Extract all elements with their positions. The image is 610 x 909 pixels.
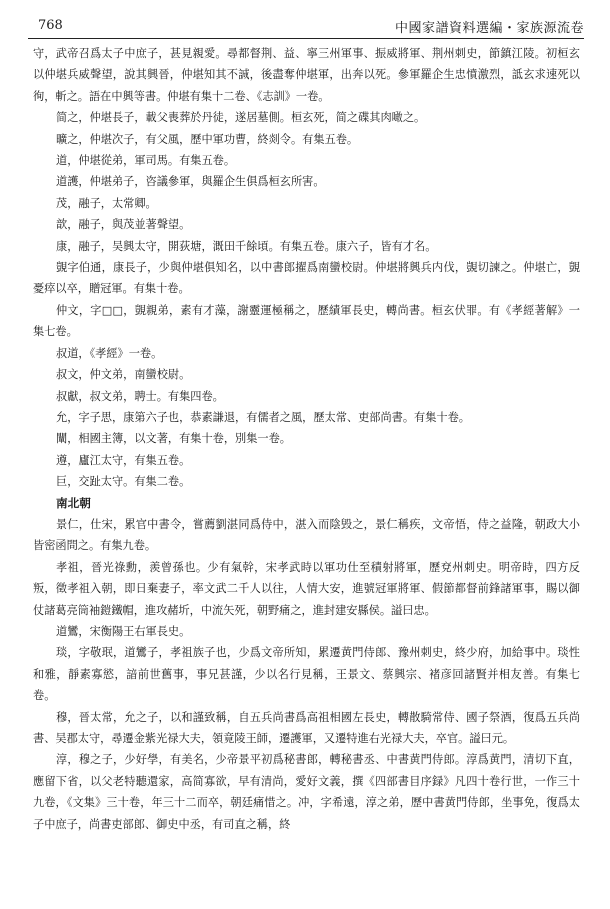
running-title: 中國家譜資料選編・家族源流卷 <box>394 21 584 36</box>
page-number: 768 <box>38 18 63 33</box>
paragraph: 曠之，仲堪次子，有父風，歷中軍功曹，終剡令。有集五卷。 <box>56 132 359 146</box>
page-body <box>33 43 580 835</box>
paragraph: 简之，仲堪長子，載父喪葬於丹徒，遂居墓側。桓玄死，简之碟其肉噉之。 <box>56 111 426 125</box>
page-header <box>28 14 584 36</box>
paragraph: 叔文，仲文弟，南蠻校尉。 <box>56 368 191 382</box>
paragraph: 孝祖，晉光祿勳，羨曾孫也。少有氣幹，宋孝武時以軍功仕至積射將軍，歷兗州刺史。明帝時，四方反叛，徵孝祖入朝，即日棄妻子，率文武二千人以往，人情大安，進號冠軍將軍、假節都督前鋒諸軍事，賜以御仗諸葛亮筒袖鎧鐵帽，進攻赭圻，中流矢死，朝野痛之，進封建安縣侯。謚曰忠。 <box>33 560 580 617</box>
header-rule <box>28 38 584 39</box>
paragraph: 仲文，字□□，覬親弟，素有才藻，謝靈運極稱之，歷績軍長史，轉尚書。桓玄伏罪。有《孝經著解》一集七卷。 <box>33 303 580 339</box>
paragraph: 闡，相國主簿，以文著，有集十卷，別集一卷。 <box>56 432 291 446</box>
paragraph: 琰，字敬珉，道鸞子，孝祖族子也，少爲文帝所知，累遷黄門侍郎、豫州刺史，終少府，加給事中。琰性和雅，靜素寡慾，諳前世舊事，事兄甚謹，少以名行見稱，王景文、蔡興宗、褚彦回諸賢并相友善。有集七卷。 <box>33 646 580 703</box>
paragraph: 康，融子，吴興太守，開荻塘，溉田千餘頃。有集五卷。康六子，皆有才名。 <box>56 239 437 253</box>
paragraph: 穆，晉太常，允之子，以和謹致稱，自五兵尚書爲高祖相國左長史，轉散騎常侍、國子祭酒，復爲五兵尚書、吴郡太守，尋遷金紫光禄大夫，領竟陵王師，遷護軍，又遷特進右光禄大夫，卒官。謚曰元。 <box>33 710 580 745</box>
section-heading: 南北朝 <box>56 495 91 510</box>
paragraph: 景仁，仕宋，累官中書令，嘗薦劉湛同爲侍中，湛入而陰毁之，景仁稱疾，文帝悟，侍之益隆，朝政大小皆密函問之。有集九卷。 <box>33 517 580 553</box>
paragraph: 淳，穆之子，少好學，有美名，少帝景平初爲秘書郎，轉秘書丞、中書黄門侍郎。淳爲黄門，清切下直，應留下省，以父老特聽還家，高简寡欲，早有清尚，愛好文義，撰《四部書目序録》凡四十卷行世，一作三十九卷，《文集》三十卷，年三十二而卒，朝廷痛惜之。冲，字希遠，淳之弟，歷中書黄門侍郎，坐事免，復爲太子中庶子，尚書吏部郎、御史中丞，有司直之稱，終 <box>33 753 580 831</box>
paragraph: 允，字子思，康第六子也，恭素謙退，有儒者之風，歷太常、吏部尚書。有集十卷。 <box>56 410 470 424</box>
paragraph: 道，仲堪從弟，軍司馬。有集五卷。 <box>56 154 236 168</box>
paragraph: 叔道，《孝經》一卷。 <box>56 346 163 360</box>
paragraph: 巨，交趾太守。有集二卷。 <box>56 475 191 489</box>
paragraph: 茂，融子，太常卿。 <box>56 196 157 210</box>
paragraph: 覬字伯通，康長子，少與仲堪俱知名，以中書郎擢爲南蠻校尉。仲堪將興兵内伐，覬切諫之。仲堪亡，覬憂瘁以卒，贈冠軍。有集十卷。 <box>33 261 580 296</box>
paragraph: 守，武帝召爲太子中庶子，甚見親愛。尋都督荆、益、寧三州軍事、振威將軍、荆州刺史，節鎮江陵。初桓玄以仲堪兵威聲望，說其興晉，仲堪知其不誠，後盡奪仲堪軍，出奔以死。參軍羅企生忠憤激烈，詆玄求速死以徇，斬之。語在中興等書。仲堪有集十二卷、《志訓》一卷。 <box>33 47 580 103</box>
paragraph: 叔獻，叔文弟，聘士。有集四卷。 <box>56 389 224 403</box>
paragraph: 遵，廬江太守，有集五卷。 <box>56 453 191 467</box>
paragraph: 歆，融子，與茂並著聲望。 <box>56 218 191 232</box>
paragraph: 道鸞，宋衡陽王右軍長史。 <box>56 624 191 638</box>
paragraph: 道護，仲堪弟子，咨議參軍，與羅企生俱爲桓玄所害。 <box>56 175 325 189</box>
